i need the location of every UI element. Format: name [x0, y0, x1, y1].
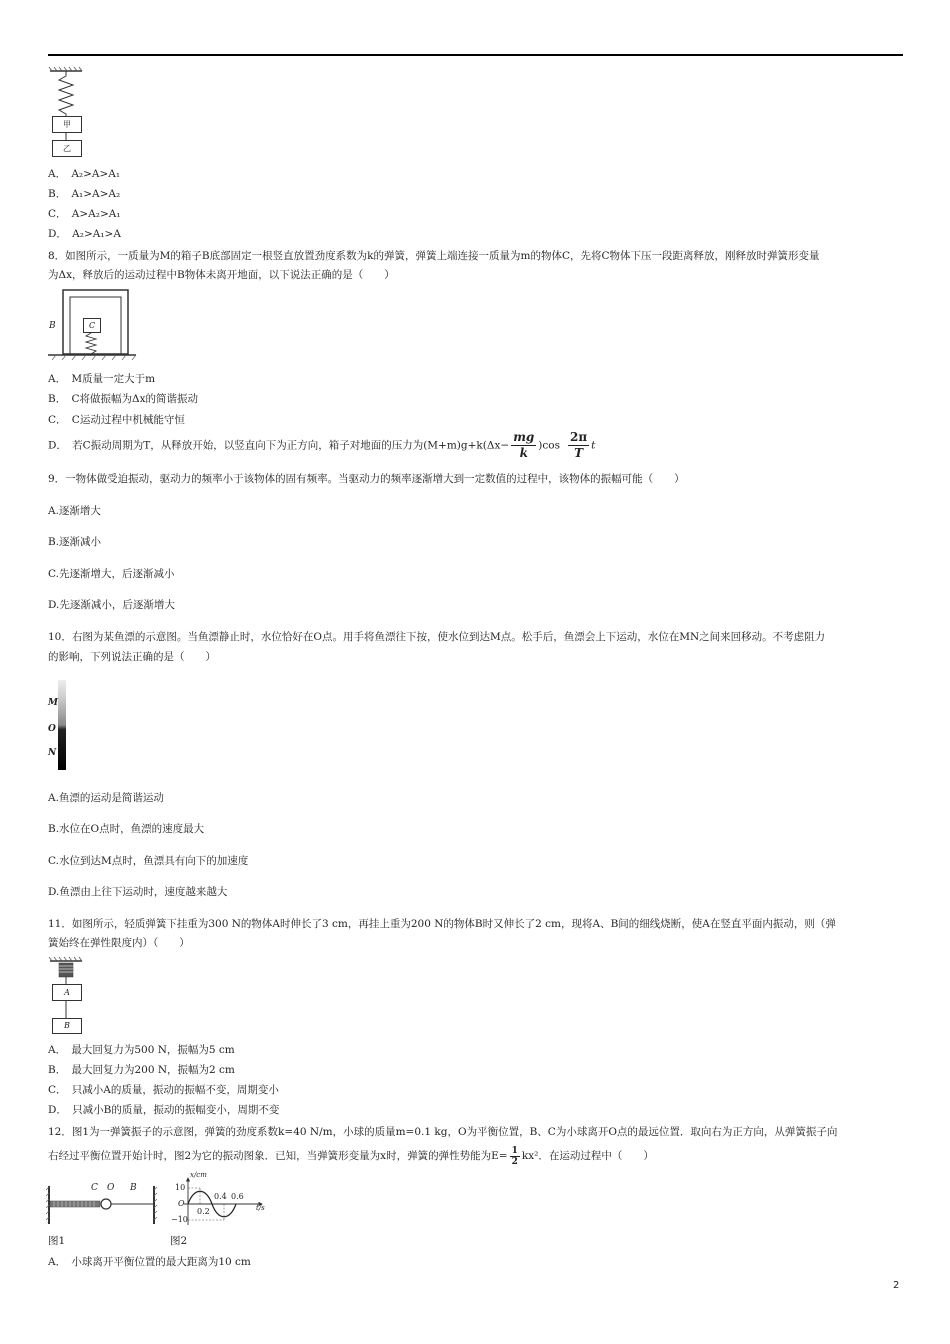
q10-stem-line1: 10．右图为某鱼漂的示意图。当鱼漂静止时，水位恰好在O点。用手将鱼漂往下按，使水位到达M点。松手后，鱼漂会上下运动，水位在MN之间来回移动。不考虑阻力 [48, 631, 826, 643]
q12-fig1-label-b: B [130, 1183, 137, 1193]
q9-option-b: B.逐渐减小 [48, 536, 102, 548]
q8-label-b: B [49, 321, 56, 331]
q12-fig1-oscillator [46, 1180, 161, 1228]
q12-caption-fig2: 图2 [170, 1235, 188, 1247]
q11-block-b [52, 1018, 82, 1034]
q11-option-c: C． 只减小A的质量，振动的振幅不变，周期变小 [48, 1084, 279, 1096]
q9-stem: 9．一物体做受迫振动，驱动力的频率小于该物体的固有频率。当驱动力的频率逐渐增大到一定数值的过程中，该物体的振幅可能（ ） [48, 473, 685, 485]
q10-label-m: M [48, 698, 58, 708]
q12-fig2-tick-o: O [178, 1199, 185, 1208]
q7-label-yi: 乙 [63, 144, 71, 153]
q7-option-a: A． A₂>A>A₁ [48, 168, 121, 180]
q12-stem-line2 [48, 1142, 654, 1170]
q8-label-c: C [88, 321, 96, 330]
q8-block-c [83, 318, 101, 333]
page-number: 2 [893, 1280, 900, 1291]
q9-option-a: A.逐渐增大 [48, 505, 101, 517]
q8-option-d-post: t [591, 439, 596, 452]
q12-fig2-ylabel: x/cm [190, 1171, 207, 1179]
q12-stem-line1: 12．图1为一弹簧振子的示意图，弹簧的劲度系数k=40 N/m，小球的质量m=0.1 kg，O为平衡位置，B、C为小球离开O点的最远位置．取向右为正方向，从弹簧振子向 [48, 1126, 838, 1138]
q12-fig2-xlabel: t/s [256, 1204, 265, 1212]
q12-fig2-tick-06: 0.6 [231, 1192, 244, 1201]
header-rule [48, 54, 903, 56]
q7-option-d: D． A₂>A₁>A [48, 228, 121, 240]
q12-caption-fig1: 图1 [48, 1235, 66, 1247]
q10-float-figure [58, 680, 66, 770]
q8-frac1-den: k [519, 446, 528, 460]
q12-stem-line2-post: kx²．在运动过程中（ ） [521, 1150, 654, 1162]
q12-fig2-tick-04: 0.4 [214, 1192, 227, 1201]
q10-label-n: N [48, 748, 57, 758]
q9-option-c: C.先逐渐增大，后逐渐减小 [48, 568, 175, 580]
q11-block-a [52, 984, 82, 1001]
q8-frac2-den: T [574, 446, 583, 460]
q11-stem-line1: 11．如图所示，轻质弹簧下挂重为300 N的物体A时伸长了3 cm，再挂上重为200 N的物体B时又伸长了2 cm，现将A、B间的细线烧断，使A在竖直平面内振动，则（弹 [48, 918, 836, 930]
q10-option-d: D.鱼漂由上往下运动时，速度越来越大 [48, 886, 228, 898]
q8-option-d [48, 430, 595, 461]
q12-fig2-tick-02: 0.2 [197, 1207, 210, 1216]
q12-fig1-label-o: O [107, 1183, 115, 1193]
q12-option-a: A． 小球离开平衡位置的最大距离为10 cm [48, 1256, 251, 1268]
q10-option-a: A.鱼漂的运动是简谐运动 [48, 792, 164, 804]
q11-label-b: B [64, 1021, 70, 1030]
q8-stem-line1: 8．如图所示，一质量为M的箱子B底部固定一根竖直放置劲度系数为k的弹簧，弹簧上端连接一质量为m的物体C，先将C物体下压一段距离释放，刚释放时弹簧形变量 [48, 250, 820, 262]
q9-option-d: D.先逐渐减小，后逐渐增大 [48, 599, 175, 611]
q11-stem-line2: 簧始终在弹性限度内）（ ） [48, 937, 190, 949]
q8-option-d-mid: )cos [538, 439, 560, 452]
q12-frac-den: 2 [511, 1156, 518, 1167]
q7-block-yi [52, 140, 82, 157]
q10-label-o: O [48, 724, 56, 734]
q7-block-jia [52, 116, 82, 133]
q12-fraction-half [510, 1146, 520, 1167]
q8-option-a: A． M质量一定大于m [48, 373, 156, 385]
q12-fig2-tick-neg10: −10 [171, 1215, 188, 1224]
q8-option-b: B． C将做振幅为Δx的简谐振动 [48, 393, 199, 405]
q8-option-c: C． C运动过程中机械能守恒 [48, 414, 185, 426]
q12-frac-num: 1 [511, 1145, 518, 1156]
q11-option-d: D． 只减小B的质量，振动的振幅变小，周期不变 [48, 1104, 280, 1116]
q8-frac2-num: 2π [569, 430, 588, 444]
q12-fig1-label-c: C [91, 1183, 98, 1193]
q12-fig2-tick-10: 10 [175, 1183, 186, 1192]
q11-label-a: A [64, 988, 70, 997]
q12-stem-line2-pre: 右经过平衡位置开始计时，图2为它的振动图象．已知，当弹簧形变量为x时，弹簧的弹性势能为E= [48, 1150, 508, 1162]
q10-option-c: C.水位到达M点时，鱼漂具有向下的加速度 [48, 855, 249, 867]
q7-label-jia: 甲 [63, 120, 71, 129]
q7-option-c: C． A>A₂>A₁ [48, 208, 121, 220]
q10-option-b: B.水位在O点时，鱼漂的速度最大 [48, 823, 205, 835]
q10-stem-line2: 的影响，下列说法正确的是（ ） [48, 651, 216, 663]
q11-option-a: A． 最大回复力为500 N，振幅为5 cm [48, 1044, 235, 1056]
q7-option-b: B． A₁>A>A₂ [48, 188, 121, 200]
q8-fraction-2pi-t [568, 430, 589, 461]
q11-option-b: B． 最大回复力为200 N，振幅为2 cm [48, 1064, 235, 1076]
q8-frac1-num: mg [513, 430, 535, 444]
q8-fraction-mg-k [511, 430, 536, 461]
q8-stem-line2: 为Δx，释放后的运动过程中B物体未离开地面，以下说法正确的是（ ） [48, 269, 395, 281]
q8-option-d-pre: D． 若C振动周期为T，从释放开始，以竖直向下为正方向，箱子对地面的压力为(M+m)g+k(Δx− [48, 439, 510, 452]
